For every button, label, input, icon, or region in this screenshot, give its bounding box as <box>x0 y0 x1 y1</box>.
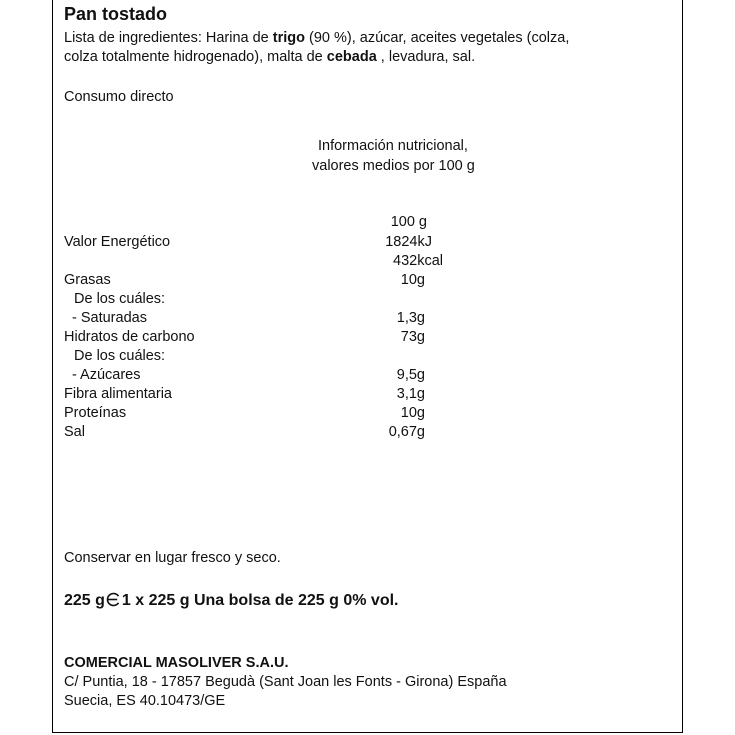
company-address: C/ Puntia, 18 - 17857 Begudà (Sant Joan les Fonts - Girona) España <box>64 674 507 690</box>
nutrition-column-header: 100 g <box>390 214 427 230</box>
company-name: COMERCIAL MASOLIVER S.A.U. <box>64 655 289 671</box>
nutrition-row-label: Proteínas <box>64 405 127 421</box>
nutrition-row-value: 10g <box>400 272 425 288</box>
nutrition-row-label: - Saturadas <box>72 310 147 326</box>
ingredients-text: colza totalmente hidrogenado), malta de <box>64 49 327 65</box>
nutrition-row-label: Fibra alimentaria <box>64 386 172 402</box>
package-details: 1 x 225 g Una bolsa de 225 g 0% vol. <box>121 592 399 609</box>
nutrition-row-value: 10g <box>400 405 425 421</box>
nutrition-row-value: 0,67g <box>388 424 425 440</box>
net-weight: 225 g <box>64 592 105 609</box>
nutrition-row-value: 3,1g <box>396 386 425 402</box>
allergen-barley: cebada <box>326 49 377 65</box>
ingredients-text: (90 %), azúcar, aceites vegetales (colza, <box>305 30 570 46</box>
nutrition-row-label: - Azúcares <box>72 367 141 383</box>
nutrition-row-value: 9,5g <box>396 367 425 383</box>
ingredients-text: Lista de ingredientes: Harina de <box>64 30 273 46</box>
ingredients-line-1 <box>64 30 569 47</box>
nutrition-row-label: De los cuáles: <box>74 291 166 307</box>
nutrition-row-value: 432kcal <box>393 253 443 269</box>
nutrition-row-value: 1824kJ <box>385 234 432 250</box>
nutrition-row-label: Sal <box>64 424 85 440</box>
nutrition-row-value: 73g <box>400 329 425 345</box>
usage-instructions: Consumo directo <box>64 89 174 105</box>
nutrition-heading-2: valores medios por 100 g <box>312 158 475 174</box>
ingredients-line-2 <box>64 49 475 66</box>
nutrition-row-label: De los cuáles: <box>74 348 166 364</box>
ingredients-text: , levadura, sal. <box>376 49 476 65</box>
storage-instructions: Conservar en lugar fresco y seco. <box>64 550 281 566</box>
package-info <box>64 592 398 609</box>
nutrition-row-label: Valor Energético <box>64 234 171 250</box>
nutrition-row-value: 1,3g <box>396 310 425 326</box>
estimated-sign-icon <box>106 592 120 607</box>
company-registry: Suecia, ES 40.10473/GE <box>64 693 226 709</box>
nutrition-row-label: Hidratos de carbono <box>64 329 195 345</box>
nutrition-heading-1: Información nutricional, <box>318 138 468 154</box>
allergen-wheat: trigo <box>272 30 305 46</box>
nutrition-row-label: Grasas <box>64 272 111 288</box>
product-title: Pan tostado <box>64 4 168 24</box>
